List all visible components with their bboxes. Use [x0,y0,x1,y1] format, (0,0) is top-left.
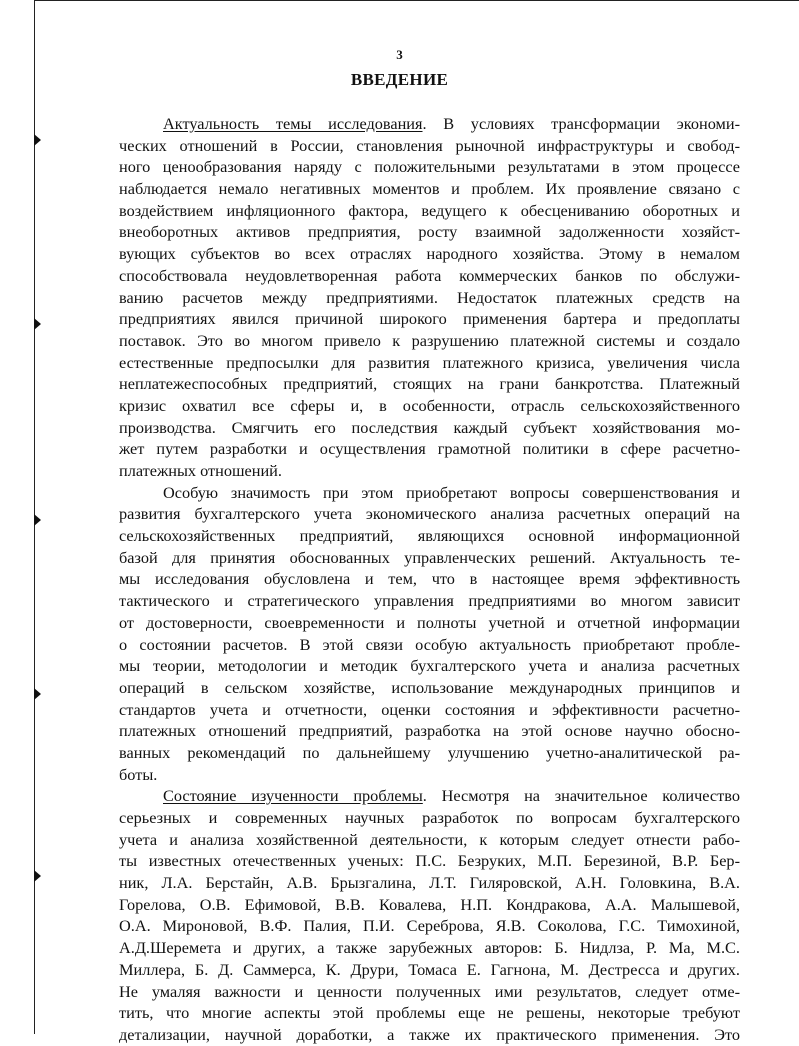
paragraph-2-line: ванных рекомендаций по дальнейшему улучшению учетно-аналитической ра- [119,742,740,762]
paragraph-2-line: базой для принятия обоснованных управленческих решений. Актуальность те- [119,547,740,567]
page-number: 3 [396,47,403,62]
paragraph-2-line: платежных отношений предприятий, разработка на этой основе научно обосно- [119,721,740,741]
paragraph-2-line: боты. [119,764,158,784]
paragraph-2-line: стандартов учета и отчетности, оценки состояния и эффективности расчетно- [119,699,740,719]
paragraph-2-line: операций в сельском хозяйстве, использование международных принципов и [119,677,740,697]
scan-mark-4 [34,688,41,700]
paragraph-1-line: кризис охватил все сферы и, в особенности, отрасль сельскохозяйственного [119,395,740,415]
paragraph-3-line: тить, что многие аспекты этой проблемы еще не решены, некоторые требуют [119,1003,740,1023]
scan-mark-2 [34,318,41,330]
paragraph-2-line: о состоянии расчетов. В этой связи особую актуальность приобретают пробле- [119,634,740,654]
paragraph-3-line: детализации, научной доработки, а также их практического применения. Это [119,1024,740,1044]
section-heading-relevance: Актуальность темы исследования [163,114,423,133]
paragraph-1-line: ванию расчетов между предприятиями. Недостаток платежных средств на [119,287,740,307]
scan-mark-1 [34,134,41,146]
paragraph-2-line: сельскохозяйственных предприятий, являющихся основной информационной [119,526,740,546]
paragraph-1-line: наблюдается немало негативных моментов и проблем. Их проявление связано с [119,179,740,199]
paragraph-3-line: А.Д.Шеремета и других, а также зарубежных авторов: Б. Нидлза, Р. Ма, М.С. [119,938,740,958]
paragraph-1-line: ческих отношений в России, становления рыночной инфраструктуры и свобод- [119,135,740,155]
paragraph-1-line: ного ценообразования наряду с положительными результатами в этом процессе [119,157,740,177]
paragraph-1-line: неплатежеспособных предприятий, стоящих на грани банкротства. Платежный [119,374,740,394]
paragraph-1-line: внеоборотных активов предприятия, росту взаимной задолженности хозяйст- [119,222,740,242]
paragraph-1-line: воздействием инфляционного фактора, ведущего к обесцениванию оборотных и [119,200,740,220]
paragraph-3-line: Состояние изученности проблемы. Несмотря на значительное количество [163,786,740,806]
page-title: ВВЕДЕНИЕ [350,70,449,89]
paragraph-1-line: вующих субъектов во всех отраслях народного хозяйства. Этому в немалом [119,244,740,264]
paragraph-3-line: О.А. Мироновой, В.Ф. Палия, П.И. Сереброва, Я.В. Соколова, Г.С. Тимохиной, [119,916,740,936]
paragraph-1-line: способствовала неудовлетворенная работа коммерческих банков по обслужи- [119,265,740,285]
paragraph-3-line: учета и анализа хозяйственной деятельности, к которым следует отнести рабо- [119,829,740,849]
document-body [119,113,740,1046]
paragraph-1-line: платежных отношений. [119,461,282,480]
section-heading-state-of-research: Состояние изученности проблемы [163,786,423,806]
paragraph-1-line: естественные предпосылки для развития платежного кризиса, увеличения числа [119,352,740,372]
paragraph-2-line: Особую значимость при этом приобретают вопросы совершенствования и [163,482,740,502]
paragraph-3-line: ты известных отечественных ученых: П.С. Безруких, М.П. Березиной, В.Р. Бер- [119,851,740,871]
paragraph-2-line: мы теории, методологии и методик бухгалтерского учета и анализа расчетных [119,656,740,676]
paragraph-1-line: предприятиях явился причиной широкого применения бартера и предоплаты [119,309,740,329]
paragraph-2-line: мы исследования обусловлена и тем, что в настоящее время эффективность [119,569,740,589]
scan-mark-3 [34,514,41,526]
paragraph-1-line: Актуальность темы исследования. В условиях трансформации экономи- [163,114,740,133]
paragraph-3-line: Горелова, О.В. Ефимовой, В.В. Ковалева, Н.П. Кондракова, А.А. Малышевой, [119,894,740,914]
paragraph-2-line: тактического и стратегического управления предприятиями во многом зависит [119,591,740,611]
paragraph-3-line: Миллера, Б. Д. Саммерса, К. Друри, Томаса Е. Гагнона, М. Дестресса и других. [119,959,740,979]
paragraph-3-line: ник, Л.А. Берстайн, А.В. Брызгалина, Л.Т. Гиляровской, А.Н. Головкина, В.А. [119,873,740,893]
paragraph-1-line: производства. Смягчить его последствия каждый субъект хозяйствования мо- [119,417,740,437]
paragraph-3-line: серьезных и современных научных разработок по вопросам бухгалтерского [119,808,740,827]
paragraph-2-line: от достоверности, своевременности и полноты учетной и отчетной информации [119,612,740,632]
scan-mark-5 [34,870,41,882]
paragraph-2-line: развития бухгалтерского учета экономического анализа расчетных операций на [119,504,740,524]
paragraph-3-line: Не умаляя важности и ценности полученных ими результатов, следует отме- [119,981,740,1001]
scan-border-top [34,0,799,1]
paragraph-1-line: жет путем разработки и осуществления грамотной политики в сфере расчетно- [119,439,740,459]
paragraph-1-line: поставок. Это во многом привело к разрушению платежной системы и создало [119,330,740,350]
